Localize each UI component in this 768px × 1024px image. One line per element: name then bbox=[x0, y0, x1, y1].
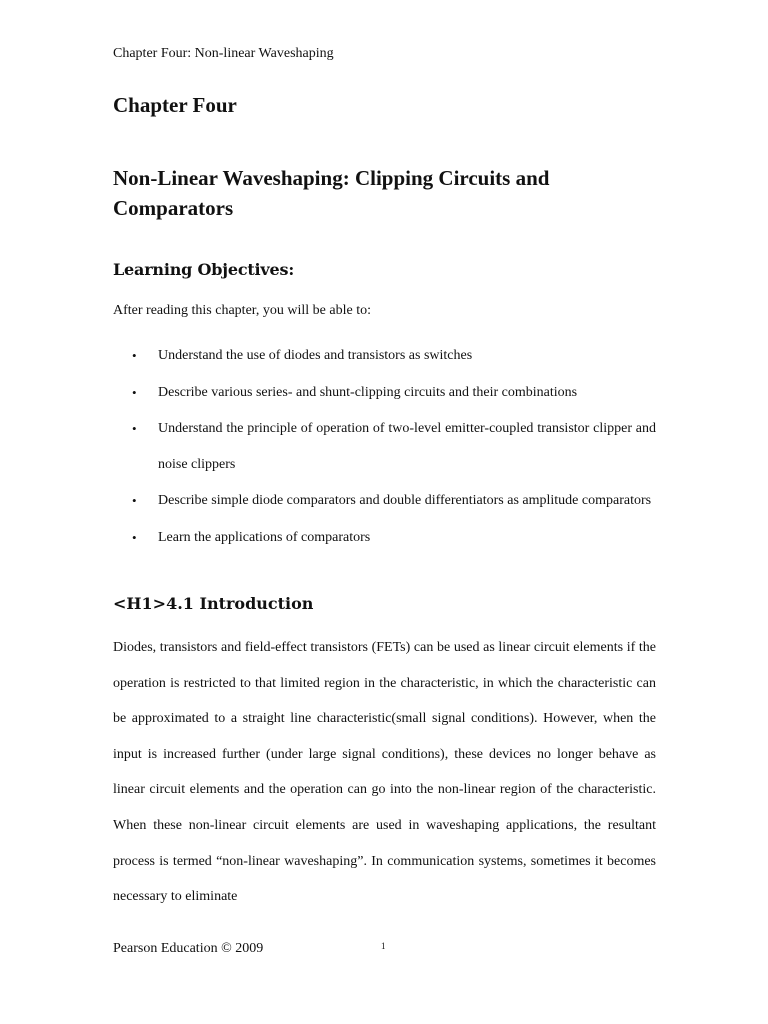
list-item bbox=[113, 483, 656, 519]
bullet-icon: • bbox=[132, 493, 137, 508]
body-paragraph: Diodes, transistors and field-effect transistors (FETs) can be used as linear circuit elements if the operation is restricted to that limited region in the characteristic, in which the characteristic can be approximated to a straight line characteristic(small signal conditions). However, when the input is increased further (under large signal conditions), these devices no longer behave as linear circuit elements and the operation can go into the non-linear region of the characteristic. When these non-linear circuit elements are used in waveshaping applications, the resultant process is termed “non-linear waveshaping”. In communication systems, sometimes it becomes necessary to eliminate bbox=[113, 640, 656, 905]
bullet-icon: • bbox=[132, 421, 137, 436]
objectives-list bbox=[113, 338, 656, 556]
list-item bbox=[113, 411, 656, 482]
learning-objectives-heading: Learning Objectives: bbox=[113, 260, 295, 279]
bullet-icon: • bbox=[132, 348, 137, 363]
list-item-text: Learn the applications of comparators bbox=[158, 529, 371, 545]
list-item bbox=[113, 375, 656, 411]
objectives-intro: After reading this chapter, you will be able to: bbox=[113, 303, 371, 318]
list-item bbox=[113, 338, 656, 374]
list-item-text: Describe various series- and shunt-clipping circuits and their combinations bbox=[158, 384, 578, 400]
footer-publisher: Pearson Education © 2009 bbox=[113, 941, 264, 956]
bullet-icon: • bbox=[132, 529, 137, 545]
bullet-icon: • bbox=[132, 384, 137, 400]
running-header: Chapter Four: Non-linear Waveshaping bbox=[113, 46, 334, 61]
list-item-text: Understand the use of diodes and transistors as switches bbox=[158, 348, 473, 363]
chapter-label: Chapter Four bbox=[113, 93, 237, 117]
page-number: 1 bbox=[381, 941, 386, 951]
list-item bbox=[113, 520, 656, 556]
section-heading: <H1>4.1 Introduction bbox=[113, 594, 314, 613]
list-item-text: Describe simple diode comparators and double differentiators as amplitude comparators bbox=[158, 493, 652, 508]
chapter-title: Non-Linear Waveshaping: Clipping Circuits and Comparators bbox=[113, 166, 550, 220]
list-item-text: Understand the principle of operation of two-level emitter-coupled transistor clipper and noise clippers bbox=[158, 421, 656, 472]
